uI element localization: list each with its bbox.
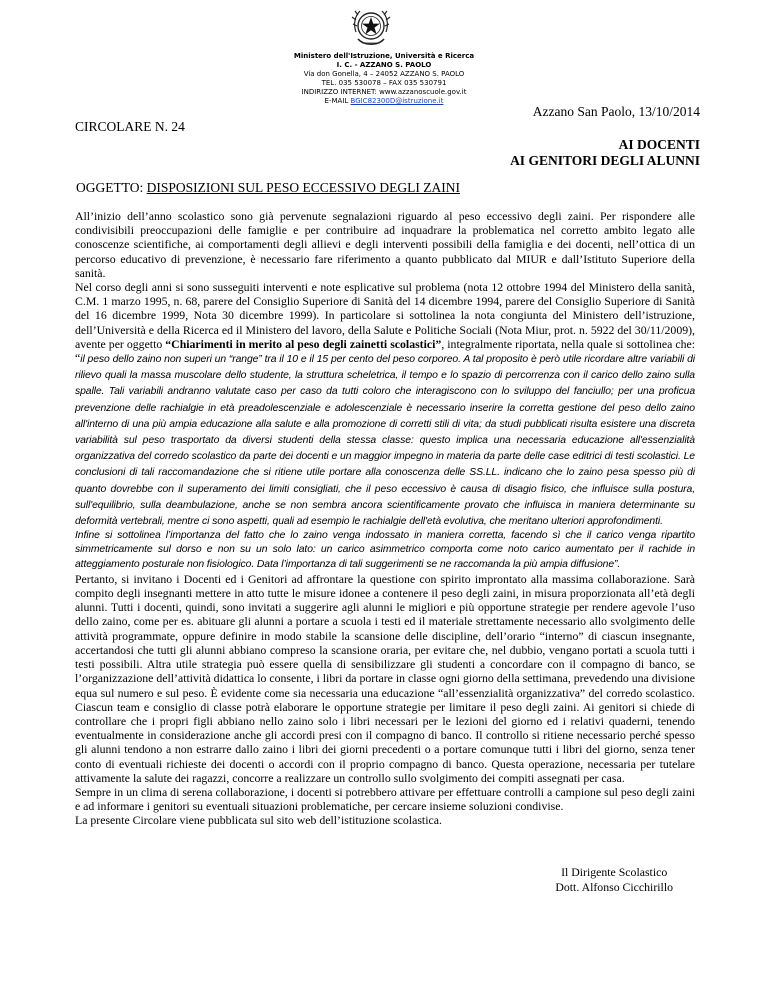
subject-label: OGGETTO:	[76, 180, 147, 195]
email-label: E-MAIL	[324, 97, 351, 105]
signature-role: Il Dirigente Scolastico	[561, 865, 668, 879]
school-website: INDIRIZZO INTERNET: www.azzanoscuole.gov.it	[301, 88, 467, 96]
subject-line	[76, 180, 460, 196]
paragraph-instructions: Pertanto, si invitano i Docenti ed i Genitori ad affrontare la questione con spirito improntato alla massima collaborazione. Sarà compito degli insegnanti mettere in atto tutte le misure idonee a contenere il peso degli zaini, in misura proporzionata all’età degli alunni. Tutti i docenti, quindi, sono invitati a suggerire agli alunni le migliori e più opportune strategie per rendere agevole l’uso dello zaino, come per es. abituare gli alunni a portare a scuola i testi ed il materiale strettamente necessario allo svolgimento delle attività programmate, oppure definire in modo stabile la scansione delle discipline, dell’orario “interno” di ciascun insegnante, accertandosi che tutti gli alunni abbiano compreso la scansione oraria, per evitare che, nel dubbio, vengano portati a scuola tutti i testi possibili. Altra utile strategia può essere quella di sensibilizzare gli studenti a concordare con il compagno di banco, se l’organizzazione dell’attività didattica lo consente, i libri da portare in classe ogni giorno della settimana, prevedendo una divisione equa sul numero e sul peso. È evidente come sia necessaria una educazione “all’essenzialità organizzativa” del corredo scolastico. Ciascun team e consiglio di classe potrà elaborare le opportune strategie per limitare il peso degli zaini. Ai genitori si chiede di controllare che i propri figli abbiano nello zaino solo i libri necessari per le lezioni del giorno ed i relativi quaderni, tenendo eventualmente in considerazione anche gli accordi presi con il compagno di banco. Il controllo si ritiene necessario perché spesso gli alunni tendono a non estrarre dallo zaino i libri dei giorni precedenti o a portare comunque tutti i libri del giorno, senza tener conto di eventuali richieste dei docenti o accordi con il proprio compagno di banco. Questa operazione, necessaria per tutelare attivamente la salute dei ragazzi, concorre a realizzare un controllo sullo svolgimento dei compiti assegnati per casa.	[75, 571, 695, 785]
paragraph-collaboration: Sempre in un clima di serena collaborazione, i docenti si potrebbero attivare per effettuare controlli a campione sul peso degli zaini e ad informare i genitori su eventuali situazioni problematiche, per cercare insieme soluzioni condivise.	[75, 784, 695, 814]
paragraph-references: Nel corso degli anni si sono susseguiti interventi e note esplicative sul problema (nota 12 ottobre 1994 del Ministero della sanità, C.M. 1 marzo 1995, n. 68, parere del Consiglio Superiore di Sanità del 14 dicembre 1994, parere del Consiglio Superiore di Sanità del 16 dicembre 1999, Nota 30 dicembre 1999). In particolare si sottolinea la nota congiunta del Ministero dell’istruzione, dell’Università e della Ricerca ed il Ministero del lavoro, della Salute e Politiche Sociali (Nota Miur, prot. n. 5922 del 30/11/2009), avente per oggetto “Chiarimenti in merito al peso degli zainetti scolastici”, integralmente riportata, nella quale si sottolinea che: “il peso dello zaino non superi un “range” tra il 10 e il 15 per cento del peso corporeo. A tal proposito è però utile ricordare altre variabili di rilievo quali la massa muscolare dello studente, la struttura scheletrica, il tempo e lo spazio di percorrenza con il carico dello zaino sulla spalle. Tali variabili andranno valutate caso per caso da tutti coloro che interagiscono con lo sviluppo del fanciullo; per una proficua prevenzione delle rachialgie in età preadolescenziale e adolescenziale è necessario inserire la corretta gestione del peso dello zaino all'interno di una più ampia educazione alla salute e alla promozione di corretti stili di vita; da studi pubblicati risulta esistere una discreta variabilità sul peso trasportato da diversi studenti della stessa classe: questo implica una necessaria educazione all'essenzialità organizzativa del corredo scolastico da parte dei docenti e un maggior impegno in materia da parte delle case editrici di testi scolastici. Le conclusioni di tali raccomandazione che si ritiene utile portare alla conoscenza delle SS.LL. indicano che lo zaino pesa spesso più di quanto dovrebbe con il superamento dei limiti consigliati, che il peso eccessivo è causa di disagio fisico, che influisce sulla postura, sull'equilibrio, sulla deambulazione, anche se non sembra ancora scientificamente provato che influisca in maniera determinante su deformità vertebrali, mentre ci sono aspetti, quali ad esempio le rachialgie dell'età evolutiva, che meritano ulteriori approfondimenti.	[75, 280, 695, 528]
signature-block	[555, 865, 673, 895]
paragraph-quote-end: Infine si sottolinea l’importanza del fatto che lo zaino venga indossato in maniera corretta, facendo sì che il carico venga ripartito simmetricamente sul dorso e non su un solo lato: un carico asimmetrico comporta come noto carico aumentato per il rachide in atteggiamento posturale non fisiologico. Data l’importanza di tali suggerimenti se ne raccomanda la più ampia diffusione”.	[75, 530, 695, 570]
recipient-parents: AI GENITORI DEGLI ALUNNI	[510, 153, 700, 168]
note-quote: il peso dello zaino non superi un “range” tra il 10 e il 15 per cento del peso corporeo. A tal proposito è però utile ricordare altre variabili di rilievo quali la massa muscolare dello studente, la struttura scheletrica, il tempo e lo spazio di percorrenza con il carico dello zaino sulla spalle. Tali variabili andranno valutate caso per caso da tutti coloro che interagiscono con lo sviluppo del fanciullo; per una proficua prevenzione delle rachialgie in età preadolescenziale e adolescenziale è necessario inserire la corretta gestione del peso dello zaino all'interno di una più ampia educazione alla salute e alla promozione di corretti stili di vita; da studi pubblicati risulta esistere una discreta variabilità sul peso trasportato da diversi studenti della stessa classe: questo implica una necessaria educazione all'essenzialità organizzativa del corredo scolastico da parte dei docenti e un maggior impegno in materia da parte delle case editrici di testi scolastici. Le conclusioni di tali raccomandazione che si ritiene utile portare alla conoscenza delle SS.LL. indicano che lo zaino pesa spesso più di quanto dovrebbe con il superamento dei limiti consigliati, che il peso eccessivo è causa di disagio fisico, che influisce sulla postura, sull'equilibrio, sulla deambulazione, anche se non sembra ancora scientificamente provato che influisca in maniera determinante su deformità vertebrali, mentre ci sono aspetti, quali ad esempio le rachialgie dell'età evolutiva, che meritano ulteriori approfondimenti.	[75, 354, 695, 528]
paragraph-intro: All’inizio dell’anno scolastico sono già pervenute segnalazioni riguardo al peso eccessivo degli zaini. Per rispondere alle condivisibili preoccupazioni delle famiglie e per contribuire ad inquadrare la problematica nel corretto ambito legato alle conoscenze scientifiche, ai comportamenti degli allievi e degli interventi possibili della famiglia e dei docenti, nell’ottica di un percorso educativo di prevenzione, è necessario fare riferimento a quanto pubblicato dal MIUR e dall’Istituto Superiore della sanità.	[75, 209, 695, 280]
paragraph-publication: La presente Circolare viene pubblicata sul sito web dell’istituzione scolastica.	[75, 813, 442, 828]
place-date: Azzano San Paolo, 13/10/2014	[532, 104, 700, 119]
school-name: I. C. - AZZANO S. PAOLO	[336, 61, 432, 69]
italian-republic-emblem-icon	[348, 6, 394, 50]
circular-body	[75, 209, 695, 828]
school-phone: TEL. 035 530078 – FAX 035 530791	[321, 79, 447, 87]
email-link[interactable]: BGIC82300D@istruzione.it	[350, 97, 444, 105]
signature-name: Dott. Alfonso Cicchirillo	[555, 880, 673, 894]
ministry-name: Ministero dell'Istruzione, Università e Ricerca	[293, 52, 475, 60]
recipient-teachers: AI DOCENTI	[618, 137, 700, 152]
subject-text: DISPOSIZIONI SUL PESO ECCESSIVO DEGLI ZAINI	[146, 180, 460, 195]
note-title: “Chiarimenti in merito al peso degli zainetti scolastici”	[165, 336, 442, 351]
school-address: Via don Gonella, 4 – 24052 AZZANO S. PAOLO	[303, 70, 465, 78]
circular-number: CIRCOLARE N. 24	[75, 119, 185, 134]
